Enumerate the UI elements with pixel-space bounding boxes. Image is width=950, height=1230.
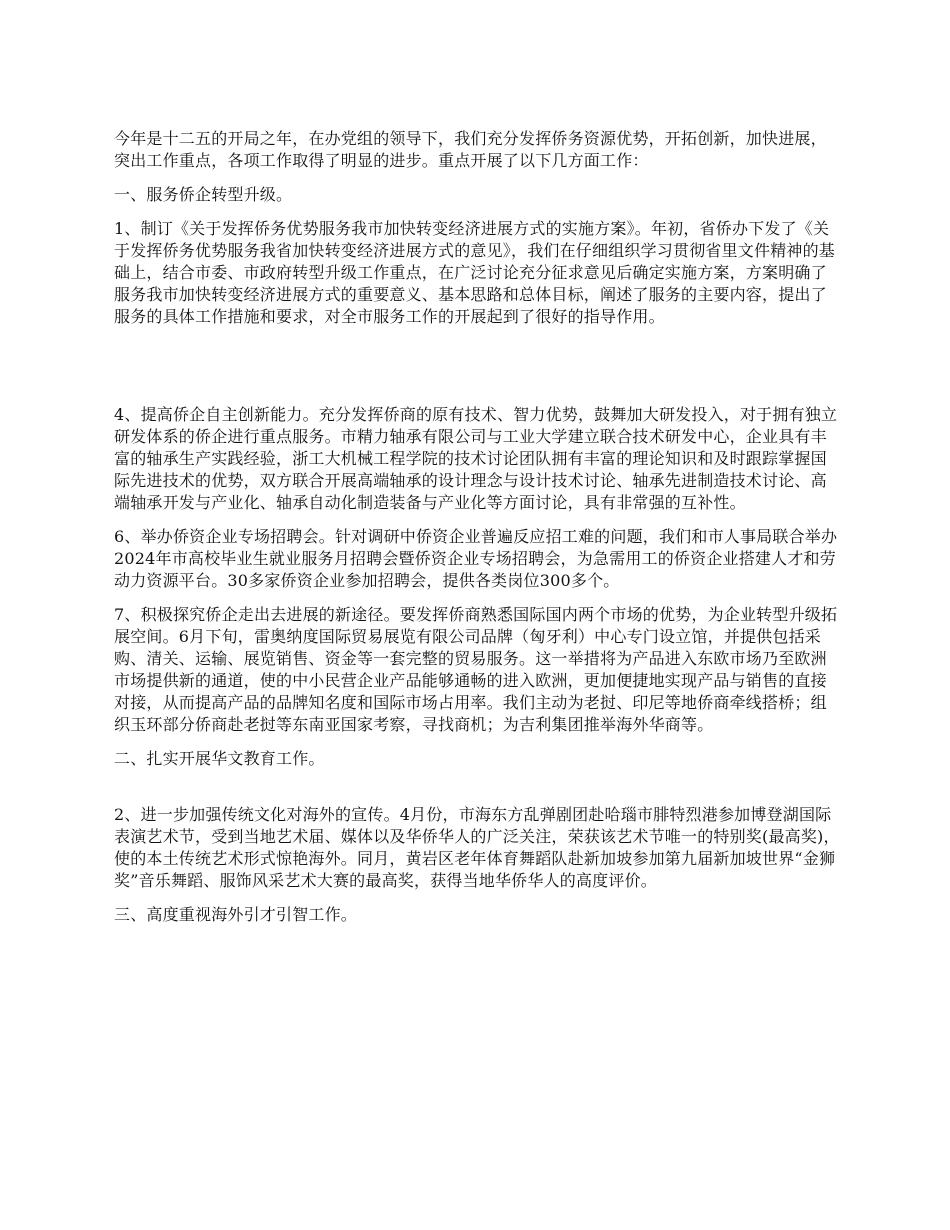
intro-paragraph: 今年是十二五的开局之年，在办党组的领导下，我们充分发挥侨务资源优势，开拓创新，加快进展，突出工作重点，各项工作取得了明显的进步。重点开展了以下几方面工作： bbox=[114, 129, 827, 170]
section-heading-2: 二、扎实开展华文教育工作。 bbox=[114, 749, 325, 768]
document-body bbox=[114, 128, 840, 926]
paragraph-item-1: 1、制订《关于发挥侨务优势服务我市加快转变经济进展方式的实施方案》。年初，省侨办下发了《关于发挥侨务优势服务我省加快转变经济进展方式的意见》，我们在仔细组织学习贯彻省里文件精神的基础上，结合市委、市政府转型升级工作重点，在广泛讨论充分征求意见后确定实施方案，方案明确了服务我市加快转变经济进展方式的重要意义、基本思路和总体目标，阐述了服务的主要内容，提出了服务的具体工作措施和要求，对全市服务工作的开展起到了很好的指导作用。 bbox=[114, 219, 836, 326]
paragraph-item-6: 6、举办侨资企业专场招聘会。针对调研中侨资企业普遍反应招工难的问题，我们和市人事局联合举办2024年市高校毕业生就业服务月招聘会暨侨资企业专场招聘会，为急需用工的侨资企业搭建人才和劳动力资源平台。30多家侨资企业参加招聘会，提供各类岗位300多个。 bbox=[114, 527, 838, 590]
paragraph-item-7: 7、积极探究侨企走出去进展的新途径。要发挥侨商熟悉国际国内两个市场的优势，为企业转型升级拓展空间。6月下旬，雷奥纳度国际贸易展览有限公司品牌（匈牙利）中心专门设立馆，并提供包括采购、清关、运输、展览销售、资金等一套完整的贸易服务。这一举措将为产品进入东欧市场乃至欧洲市场提供新的通道，使的中小民营企业产品能够通畅的进入欧洲，更加便捷地实现产品与销售的直接对接，从而提高产品的品牌知名度和国际市场占用率。我们主动为老挝、印尼等地侨商牵线搭桥；组织玉环部分侨商赴老挝等东南亚国家考察，寻找商机；为吉利集团推举海外华商等。 bbox=[114, 605, 838, 734]
paragraph-item-4: 4、提高侨企自主创新能力。充分发挥侨商的原有技术、智力优势，鼓舞加大研发投入，对于拥有独立研发体系的侨企进行重点服务。市精力轴承有限公司与工业大学建立联合技术研发中心，企业具有丰富的轴承生产实践经验，浙工大机械工程学院的技术讨论团队拥有丰富的理论知识和及时跟踪掌握国际先进技术的优势，双方联合开展高端轴承的设计理念与设计技术讨论、轴承先进制造技术讨论、高端轴承开发与产业化、轴承自动化制造装备与产业化等方面讨论，具有非常强的互补性。 bbox=[114, 405, 838, 512]
section-heading-1: 一、服务侨企转型升级。 bbox=[114, 185, 293, 204]
section-heading-3: 三、高度重视海外引才引智工作。 bbox=[114, 905, 358, 924]
paragraph-item-2: 2、进一步加强传统文化对海外的宣传。4月份，市海东方乱弹剧团赴哈瑙市腓特烈港参加博登湖国际表演艺术节，受到当地艺术届、媒体以及华侨华人的广泛关注，荣获该艺术节唯一的特别奖(最高奖)，使的本土传统艺术形式惊艳海外。同月，黄岩区老年体育舞蹈队赴新加坡参加第九届新加坡世界“金狮奖”音乐舞蹈、服饰风采艺术大赛的最高奖，获得当地华侨华人的高度评价。 bbox=[114, 805, 840, 890]
